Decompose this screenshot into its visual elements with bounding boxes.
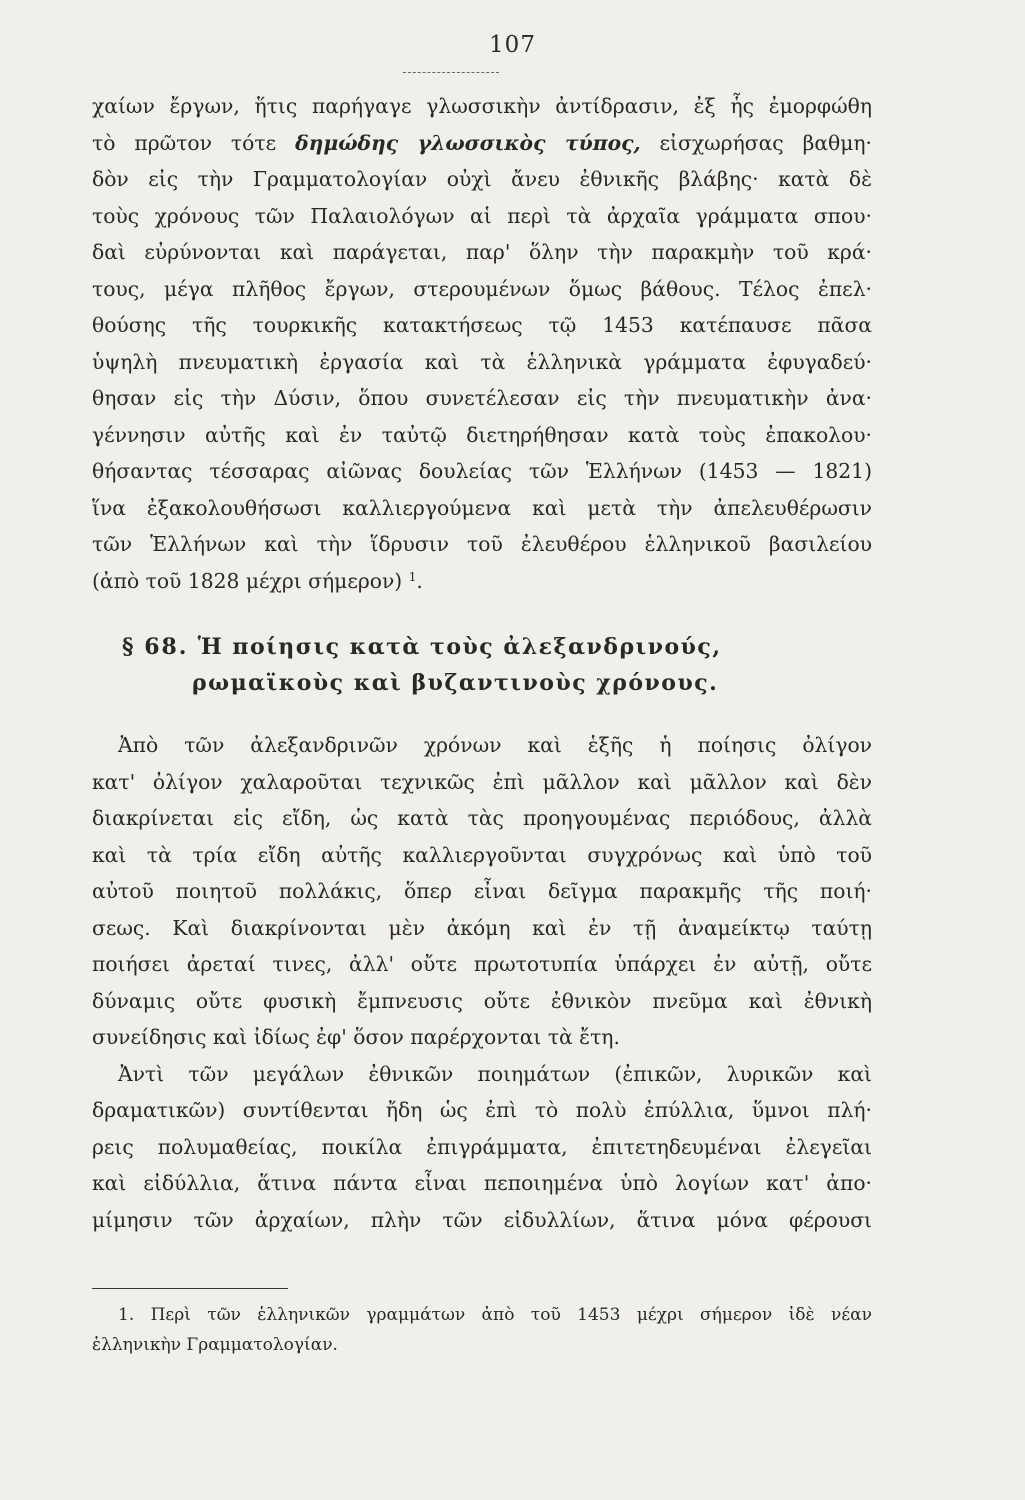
text-line: διακρίνεται εἰς εἴδη, ὡς κατὰ τὰς προηγουμένας περιόδους, ἀλλὰ bbox=[92, 806, 872, 830]
text-line: δύναμις οὔτε φυσικὴ ἔμπνευσις οὔτε ἐθνικὸν πνεῦμα καὶ ἐθνικὴ bbox=[92, 988, 872, 1013]
section-title: Ἡ ποίησις κατὰ τοὺς ἀλεξανδρινούς, bbox=[197, 634, 722, 660]
text-line: θούσης τῆς τουρκικῆς κατακτήσεως τῷ 1453 κατέπαυσε πᾶσα bbox=[92, 313, 872, 337]
footnote bbox=[92, 1300, 872, 1360]
text-line: καὶ εἰδύλλια, ἅτινα πάντα εἶναι πεποιημένα ὑπὸ λογίων κατ' ἀπο· bbox=[92, 1171, 872, 1195]
text-line: γέννησιν αὐτῆς καὶ ἐν ταὐτῷ διετηρήθησαν κατὰ τοὺς ἐπακολου· bbox=[92, 422, 872, 447]
section-title-line bbox=[92, 629, 872, 665]
text-line: τῶν Ἑλλήνων καὶ τὴν ἵδρυσιν τοῦ ἐλευθέρου ἑλληνικοῦ βασιλείου bbox=[92, 532, 872, 556]
text-line: δαὶ εὐρύνονται καὶ παράγεται, παρ' ὅλην τὴν παρακμὴν τοῦ κρά· bbox=[92, 240, 872, 264]
header-rule bbox=[403, 72, 499, 73]
text-line: ρεις πολυμαθείας, ποικίλα ἐπιγράμματα, ἐπιτετηδευμέναι ἐλεγεῖαι bbox=[92, 1134, 872, 1159]
text-fragment: τὸ πρῶτον τότε bbox=[92, 130, 277, 155]
text-fragment: . bbox=[416, 568, 423, 593]
text-line: ὑψηλὴ πνευματικὴ ἐργασία καὶ τὰ ἑλληνικὰ γράμματα ἐφυγαδεύ· bbox=[92, 349, 872, 374]
text-line: θήσαντας τέσσαρας αἰῶνας δουλείας τῶν Ἑλλήνων (1453 — 1821) bbox=[92, 459, 872, 483]
text-line: δραματικῶν) συντίθενται ἤδη ὡς ἐπὶ τὸ πολὺ ἐπύλλια, ὕμνοι πλή· bbox=[92, 1098, 872, 1122]
footnote-line: ἑλληνικὴν Γραμματολογίαν. bbox=[92, 1335, 338, 1355]
text-line: θησαν εἰς τὴν Δύσιν, ὅπου συνετέλεσαν εἰς τὴν πνευματικὴν ἀνα· bbox=[92, 386, 872, 410]
section-number: 68. bbox=[144, 634, 189, 660]
text-fragment: εἰσχωρήσας βαθμη· bbox=[659, 130, 873, 155]
section-heading bbox=[92, 629, 872, 701]
text-fragment: (ἀπὸ τοῦ 1828 μέχρι σήμερον) bbox=[92, 568, 403, 593]
text-line: ποιήσει ἀρεταί τινες, ἀλλ' οὔτε πρωτοτυπία ὑπάρχει ἐν αὐτῇ, οὔτε bbox=[92, 952, 872, 976]
text-line: σεως. Καὶ διακρίνονται μὲν ἀκόμη καὶ ἐν τῇ ἀναμείκτῳ ταύτῃ bbox=[92, 915, 872, 940]
text-line: καὶ τὰ τρία εἴδη αὐτῆς καλλιεργοῦνται συγχρόνως καὶ ὑπὸ τοῦ bbox=[92, 842, 872, 867]
text-line bbox=[92, 563, 872, 600]
footnote-rule bbox=[92, 1288, 288, 1289]
footnote-line: 1. Περὶ τῶν ἑλληνικῶν γραμμάτων ἀπὸ τοῦ 1453 μέχρι σήμερον ἰδὲ νέαν bbox=[118, 1305, 872, 1325]
section-symbol: § bbox=[122, 634, 136, 660]
text-line: μίμησιν τῶν ἀρχαίων, πλὴν τῶν εἰδυλλίων, ἅτινα μόνα φέρουσι bbox=[92, 1207, 872, 1232]
paragraph-2 bbox=[92, 727, 872, 1056]
paragraph-1 bbox=[92, 88, 872, 599]
body-text bbox=[92, 88, 872, 1238]
text-line: συνείδησις καὶ ἰδίως ἐφ' ὅσον παρέρχονται τὰ ἔτη. bbox=[92, 1025, 620, 1049]
text-line: τους, μέγα πλῆθος ἔργων, στερουμένων ὅμως βάθους. Τέλος ἐπελ· bbox=[92, 276, 872, 301]
text-line: χαίων ἔργων, ἥτις παρήγαγε γλωσσικὴν ἀντίδρασιν, ἐξ ἧς ἐμορφώθη bbox=[92, 94, 872, 118]
text-line: ἵνα ἐξακολουθήσωσι καλλιεργούμενα καὶ μετὰ τὴν ἀπελευθέρωσιν bbox=[92, 495, 872, 520]
text-line: τοὺς χρόνους τῶν Παλαιολόγων αἱ περὶ τὰ ἀρχαῖα γράμματα σπου· bbox=[92, 203, 872, 228]
page-number: 107 bbox=[489, 32, 536, 58]
text-line bbox=[92, 125, 872, 162]
text-line: Ἀντὶ τῶν μεγάλων ἐθνικῶν ποιημάτων (ἐπικῶν, λυρικῶν καὶ bbox=[118, 1061, 872, 1086]
emphasized-term: δημώδης γλωσσικὸς τύπος, bbox=[295, 130, 641, 155]
text-line: κατ' ὀλίγον χαλαροῦται τεχνικῶς ἐπὶ μᾶλλον καὶ μᾶλλον καὶ δὲν bbox=[92, 769, 872, 794]
text-line: αὐτοῦ ποιητοῦ πολλάκις, ὅπερ εἶναι δεῖγμα παρακμῆς τῆς ποιή· bbox=[92, 879, 872, 903]
section-title-line: ρωμαϊκοὺς καὶ βυζαντινοὺς χρόνους. bbox=[192, 670, 719, 696]
footnote-reference: 1 bbox=[408, 569, 417, 584]
paragraph-3 bbox=[92, 1056, 872, 1239]
text-line: δὸν εἰς τὴν Γραμματολογίαν οὐχὶ ἄνευ ἐθνικῆς βλάβης· κατὰ δὲ bbox=[92, 167, 872, 191]
text-line: Ἀπὸ τῶν ἀλεξανδρινῶν χρόνων καὶ ἑξῆς ἡ ποίησις ὀλίγον bbox=[118, 733, 872, 757]
